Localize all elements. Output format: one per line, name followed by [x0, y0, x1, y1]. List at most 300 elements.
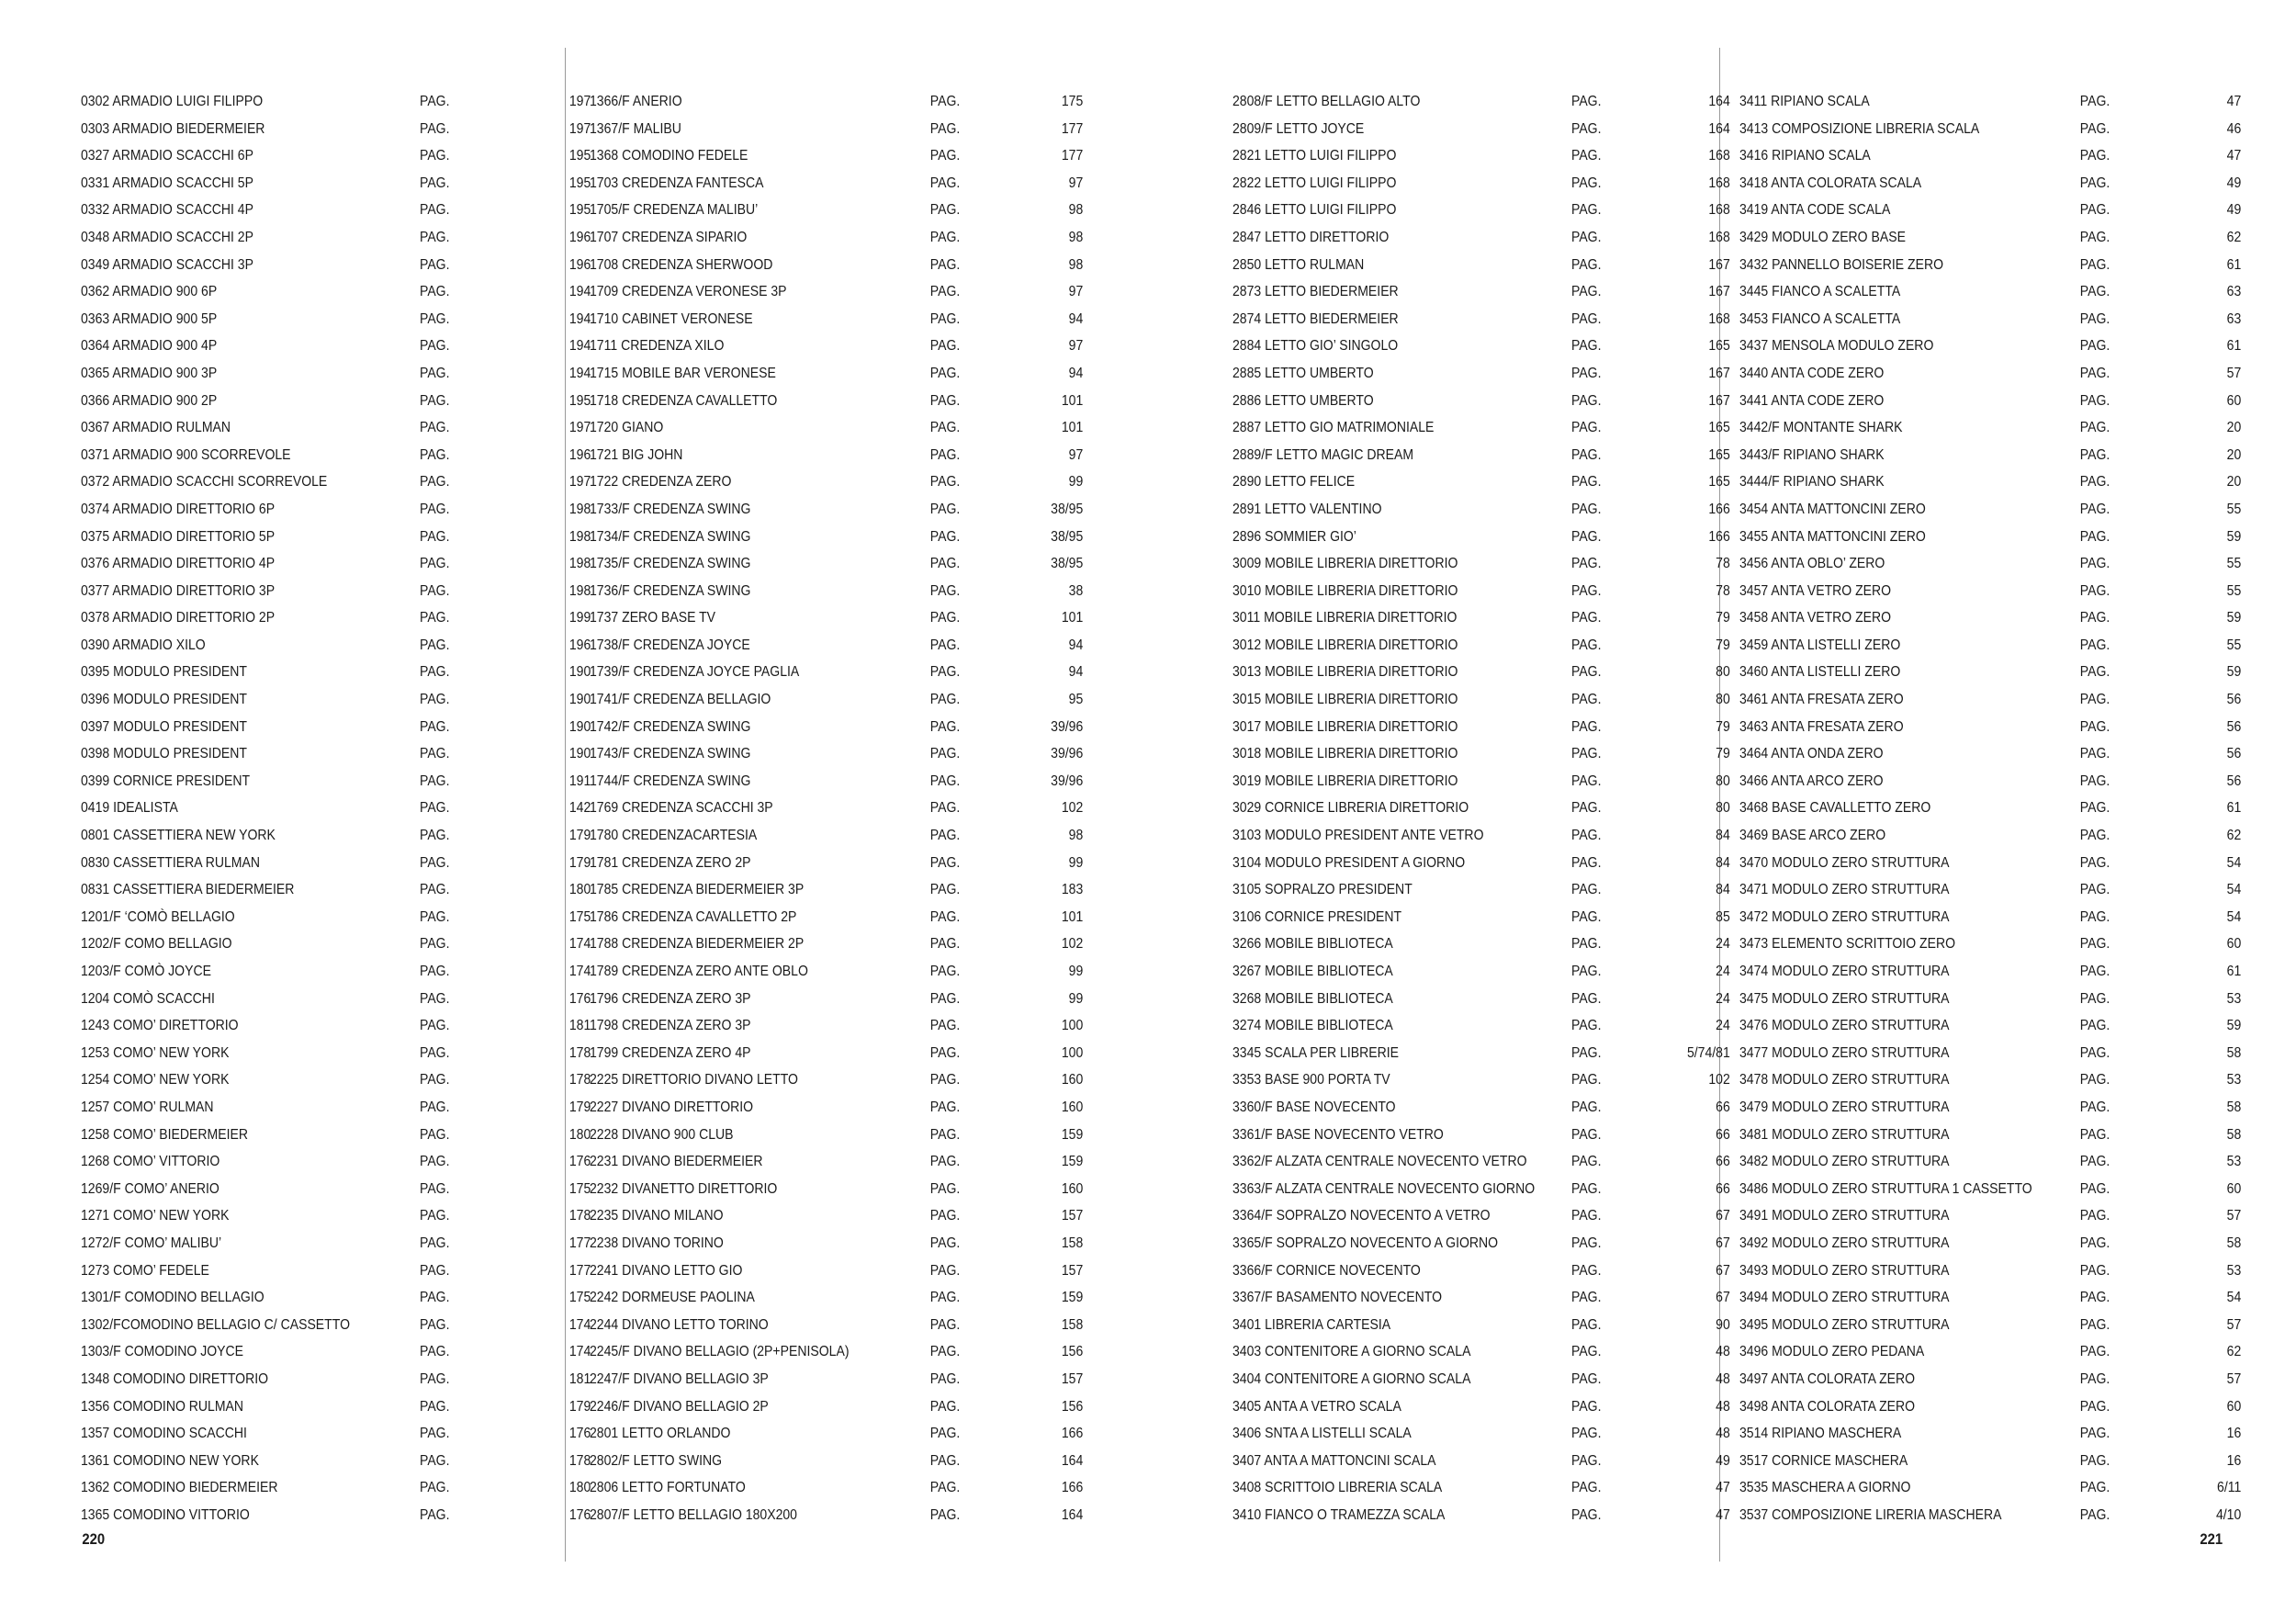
- entry-name: 1258 COMO’ BIEDERMEIER: [81, 1126, 248, 1143]
- pag-label: PAG.: [1571, 256, 1602, 273]
- page-ref: 16: [2226, 1452, 2242, 1469]
- page-ref: 156: [1061, 1398, 1084, 1415]
- pag-label: PAG.: [1571, 1480, 1602, 1496]
- pag-label: PAG.: [420, 474, 450, 491]
- entry-name: 2232 DIVANETTO DIRETTORIO: [590, 1180, 778, 1197]
- entry-name: 3106 CORNICE PRESIDENT: [1232, 908, 1402, 925]
- entry-name: 1303/F COMODINO JOYCE: [81, 1344, 244, 1360]
- entry-name: 1301/F COMODINO BELLAGIO: [81, 1290, 264, 1306]
- page-ref: 178: [568, 1452, 591, 1469]
- entry-name: 3477 MODULO ZERO STRUTTURA: [1739, 1044, 1950, 1061]
- entry-name: 3442/F MONTANTE SHARK: [1739, 420, 1903, 436]
- pag-label: PAG.: [2079, 1154, 2110, 1170]
- entry-name: 3466 ANTA ARCO ZERO: [1739, 773, 1884, 789]
- pag-label: PAG.: [929, 936, 961, 953]
- page-ref: 165: [1708, 338, 1730, 355]
- page-ref: 179: [568, 854, 591, 871]
- entry-name: 3401 LIBRERIA CARTESIA: [1232, 1316, 1391, 1333]
- page-ref: 94: [1068, 637, 1084, 653]
- entry-name: 1786 CREDENZA CAVALLETTO 2P: [590, 908, 797, 925]
- page-ref: 166: [1061, 1480, 1084, 1496]
- pag-label: PAG.: [420, 310, 450, 327]
- pag-label: PAG.: [929, 1044, 961, 1061]
- page-ref: 168: [1708, 202, 1730, 219]
- page-ref: 97: [1068, 446, 1084, 463]
- pag-label: PAG.: [420, 1452, 450, 1469]
- pag-label: PAG.: [929, 474, 961, 491]
- entry-name: 1741/F CREDENZA BELLAGIO: [590, 692, 771, 708]
- page-ref: 168: [1708, 175, 1730, 191]
- pag-label: PAG.: [929, 120, 961, 137]
- page-ref: 54: [2226, 1290, 2242, 1306]
- entry-name: 3445 FIANCO A SCALETTA: [1739, 284, 1901, 300]
- pag-label: PAG.: [2079, 1072, 2110, 1088]
- entry-name: 0830 CASSETTIERA RULMAN: [81, 854, 260, 871]
- pag-label: PAG.: [929, 446, 961, 463]
- entry-name: 1302/FCOMODINO BELLAGIO C/ CASSETTO: [81, 1316, 350, 1333]
- entry-name: 1720 GIANO: [590, 420, 664, 436]
- entry-name: 3441 ANTA CODE ZERO: [1739, 392, 1885, 409]
- pag-label: PAG.: [420, 1262, 450, 1279]
- page-ref: 98: [1068, 256, 1084, 273]
- pag-label: PAG.: [929, 1398, 961, 1415]
- entry-name: 3469 BASE ARCO ZERO: [1739, 828, 1886, 844]
- entry-name: 3453 FIANCO A SCALETTA: [1739, 310, 1901, 327]
- page-ref: 180: [568, 1480, 591, 1496]
- pag-label: PAG.: [420, 1506, 450, 1523]
- pag-label: PAG.: [2079, 256, 2110, 273]
- pag-label: PAG.: [2079, 908, 2110, 925]
- entry-name: 3367/F BASAMENTO NOVECENTO: [1232, 1290, 1443, 1306]
- page-ref: 159: [1061, 1154, 1084, 1170]
- entry-name: 0374 ARMADIO DIRETTORIO 6P: [81, 501, 276, 517]
- pag-label: PAG.: [2079, 692, 2110, 708]
- entry-name: 1739/F CREDENZA JOYCE PAGLIA: [590, 664, 800, 681]
- page-ref: 61: [2226, 964, 2242, 979]
- page-ref: 157: [1061, 1208, 1084, 1224]
- entry-name: 3029 CORNICE LIBRERIA DIRETTORIO: [1232, 800, 1469, 817]
- page-ref: 164: [1061, 1452, 1084, 1469]
- entry-name: 1243 COMO’ DIRETTORIO: [81, 1018, 239, 1034]
- entry-name: 3405 ANTA A VETRO SCALA: [1232, 1398, 1401, 1415]
- entry-name: 3535 MASCHERA A GIORNO: [1739, 1480, 1911, 1496]
- page-ref: 60: [2226, 1398, 2242, 1415]
- pag-label: PAG.: [420, 746, 450, 762]
- entry-name: 2847 LETTO DIRETTORIO: [1232, 229, 1390, 245]
- entry-name: 1204 COMÒ SCACCHI: [81, 990, 215, 1007]
- entry-name: 2821 LETTO LUIGI FILIPPO: [1232, 148, 1397, 164]
- entry-name: 1202/F COMO BELLAGIO: [81, 936, 232, 953]
- pag-label: PAG.: [2079, 1398, 2110, 1415]
- entry-name: 3493 MODULO ZERO STRUTTURA: [1739, 1262, 1950, 1279]
- page-ref: 79: [1716, 718, 1730, 735]
- pag-label: PAG.: [1571, 773, 1602, 789]
- entry-name: 1356 COMODINO RULMAN: [81, 1398, 244, 1415]
- page-ref: 58: [2226, 1235, 2242, 1251]
- page-ref: 197: [568, 120, 591, 137]
- pag-label: PAG.: [420, 854, 450, 871]
- pag-label: PAG.: [2079, 338, 2110, 355]
- pag-label: PAG.: [2079, 1290, 2110, 1306]
- pag-label: PAG.: [929, 1235, 961, 1251]
- pag-label: PAG.: [2079, 1370, 2110, 1387]
- entry-name: 0327 ARMADIO SCACCHI 6P: [81, 148, 253, 164]
- entry-name: 3470 MODULO ZERO STRUTTURA: [1739, 854, 1950, 871]
- entry-name: 1201/F ‘COMÒ BELLAGIO: [81, 908, 235, 925]
- pag-label: PAG.: [420, 1480, 450, 1496]
- pag-label: PAG.: [2079, 1480, 2110, 1496]
- page-ref: 66: [1716, 1099, 1730, 1115]
- entry-name: 0372 ARMADIO SCACCHI SCORREVOLE: [81, 474, 328, 491]
- page-ref: 49: [1716, 1452, 1730, 1469]
- pag-label: PAG.: [420, 718, 450, 735]
- page-ref: 174: [568, 1344, 591, 1360]
- entry-name: 3361/F BASE NOVECENTO VETRO: [1232, 1126, 1444, 1143]
- pag-label: PAG.: [420, 610, 450, 626]
- page-ref: 159: [1061, 1290, 1084, 1306]
- pag-label: PAG.: [420, 582, 450, 599]
- page-ref: 94: [1068, 365, 1084, 381]
- page-ref: 177: [568, 1262, 591, 1279]
- pag-label: PAG.: [2079, 990, 2110, 1007]
- pag-label: PAG.: [1571, 202, 1602, 219]
- entry-name: 3267 MOBILE BIBLIOTECA: [1232, 964, 1393, 979]
- page-ref: 97: [1068, 338, 1084, 355]
- pag-label: PAG.: [420, 284, 450, 300]
- entry-name: 3268 MOBILE BIBLIOTECA: [1232, 990, 1393, 1007]
- page-ref: 85: [1716, 908, 1730, 925]
- pag-label: PAG.: [1571, 1072, 1602, 1088]
- entry-name: 3472 MODULO ZERO STRUTTURA: [1739, 908, 1950, 925]
- page-ref: 175: [568, 1290, 591, 1306]
- entry-name: 0364 ARMADIO 900 4P: [81, 338, 218, 355]
- page-ref: 100: [1061, 1018, 1084, 1034]
- page-ref: 158: [1061, 1316, 1084, 1333]
- entry-name: 0331 ARMADIO SCACCHI 5P: [81, 175, 253, 191]
- pag-label: PAG.: [929, 1126, 961, 1143]
- page-ref: 196: [568, 637, 591, 653]
- page-ref: 175: [568, 908, 591, 925]
- page-ref: 101: [1061, 908, 1084, 925]
- pag-label: PAG.: [1571, 1126, 1602, 1143]
- entry-name: 0303 ARMADIO BIEDERMEIER: [81, 120, 265, 137]
- pag-label: PAG.: [2079, 446, 2110, 463]
- pag-label: PAG.: [2079, 1018, 2110, 1034]
- pag-label: PAG.: [2079, 202, 2110, 219]
- pag-label: PAG.: [420, 120, 450, 137]
- page-ref: 181: [568, 1370, 591, 1387]
- page-ref: 47: [1716, 1506, 1730, 1523]
- pag-label: PAG.: [1571, 746, 1602, 762]
- entry-name: 3475 MODULO ZERO STRUTTURA: [1739, 990, 1950, 1007]
- pag-label: PAG.: [929, 1099, 961, 1115]
- entry-name: 1273 COMO’ FEDELE: [81, 1262, 209, 1279]
- pag-label: PAG.: [929, 148, 961, 164]
- page-ref: 57: [2226, 365, 2242, 381]
- page-ref: 39/96: [1051, 718, 1084, 735]
- page-ref: 178: [568, 1208, 591, 1224]
- entry-name: 3491 MODULO ZERO STRUTTURA: [1739, 1208, 1950, 1224]
- page-ref: 197: [568, 474, 591, 491]
- entry-name: 1365 COMODINO VITTORIO: [81, 1506, 250, 1523]
- pag-label: PAG.: [929, 746, 961, 762]
- page-ref: 195: [568, 148, 591, 164]
- entry-name: 2246/F DIVANO BELLAGIO 2P: [590, 1398, 769, 1415]
- entry-name: 3366/F CORNICE NOVECENTO: [1232, 1262, 1421, 1279]
- entry-name: 3443/F RIPIANO SHARK: [1739, 446, 1885, 463]
- page-ref: 180: [568, 1126, 591, 1143]
- page-ref: 195: [568, 392, 591, 409]
- entry-name: 1789 CREDENZA ZERO ANTE OBLO: [590, 964, 808, 979]
- page-ref: 63: [2226, 310, 2242, 327]
- page-ref: 20: [2226, 474, 2242, 491]
- pag-label: PAG.: [420, 637, 450, 653]
- page-ref: 46: [2226, 120, 2242, 137]
- pag-label: PAG.: [929, 1370, 961, 1387]
- pag-label: PAG.: [2079, 854, 2110, 871]
- entry-name: 2238 DIVANO TORINO: [590, 1235, 724, 1251]
- entry-name: 3413 COMPOSIZIONE LIBRERIA SCALA: [1739, 120, 1980, 137]
- page-ref: 49: [2226, 175, 2242, 191]
- entry-name: 1737 ZERO BASE TV: [590, 610, 716, 626]
- page-ref: 84: [1716, 828, 1730, 844]
- page-ref: 67: [1716, 1262, 1730, 1279]
- pag-label: PAG.: [420, 1072, 450, 1088]
- page-ref: 190: [568, 664, 591, 681]
- entry-name: 1796 CREDENZA ZERO 3P: [590, 990, 751, 1007]
- pag-label: PAG.: [1571, 1316, 1602, 1333]
- entry-name: 3012 MOBILE LIBRERIA DIRETTORIO: [1232, 637, 1458, 653]
- page-ref: 101: [1061, 420, 1084, 436]
- entry-name: 1715 MOBILE BAR VERONESE: [590, 365, 776, 381]
- entry-name: 3459 ANTA LISTELLI ZERO: [1739, 637, 1901, 653]
- entry-name: 3410 FIANCO O TRAMEZZA SCALA: [1232, 1506, 1446, 1523]
- entry-name: 2889/F LETTO MAGIC DREAM: [1232, 446, 1414, 463]
- entry-name: 3476 MODULO ZERO STRUTTURA: [1739, 1018, 1950, 1034]
- pag-label: PAG.: [1571, 94, 1602, 109]
- pag-label: PAG.: [420, 1018, 450, 1034]
- entry-name: 3013 MOBILE LIBRERIA DIRETTORIO: [1232, 664, 1458, 681]
- pag-label: PAG.: [420, 148, 450, 164]
- entry-name: 2801 LETTO ORLANDO: [590, 1426, 731, 1442]
- page-ref: 53: [2226, 1262, 2242, 1279]
- pag-label: PAG.: [929, 1344, 961, 1360]
- page-ref: 56: [2226, 692, 2242, 708]
- page-ref: 58: [2226, 1044, 2242, 1061]
- pag-label: PAG.: [2079, 582, 2110, 599]
- entry-name: 1362 COMODINO BIEDERMEIER: [81, 1480, 278, 1496]
- entry-name: 1722 CREDENZA ZERO: [590, 474, 732, 491]
- entry-name: 0399 CORNICE PRESIDENT: [81, 773, 251, 789]
- entry-name: 0801 CASSETTIERA NEW YORK: [81, 828, 276, 844]
- page-ref: 178: [568, 1044, 591, 1061]
- entry-name: 2807/F LETTO BELLAGIO 180X200: [590, 1506, 797, 1523]
- entry-name: 0348 ARMADIO SCACCHI 2P: [81, 229, 253, 245]
- page-ref: 54: [2226, 854, 2242, 871]
- entry-name: 0349 ARMADIO SCACCHI 3P: [81, 256, 253, 273]
- pag-label: PAG.: [1571, 882, 1602, 898]
- page-ref: 177: [1061, 120, 1084, 137]
- entry-name: 1780 CREDENZACARTESIA: [590, 828, 758, 844]
- entry-name: 3468 BASE CAVALLETTO ZERO: [1739, 800, 1931, 817]
- page-ref: 62: [2226, 229, 2242, 245]
- entry-name: 3103 MODULO PRESIDENT ANTE VETRO: [1232, 828, 1484, 844]
- entry-name: 3444/F RIPIANO SHARK: [1739, 474, 1885, 491]
- page-ref: 164: [1708, 94, 1730, 109]
- page-ref: 48: [1716, 1344, 1730, 1360]
- pag-label: PAG.: [1571, 582, 1602, 599]
- entry-name: 3464 ANTA ONDA ZERO: [1739, 746, 1884, 762]
- pag-label: PAG.: [420, 882, 450, 898]
- page-ref: 156: [1061, 1344, 1084, 1360]
- entry-name: 3010 MOBILE LIBRERIA DIRETTORIO: [1232, 582, 1458, 599]
- pag-label: PAG.: [1571, 1208, 1602, 1224]
- pag-label: PAG.: [929, 1018, 961, 1034]
- entry-name: 3517 CORNICE MASCHERA: [1739, 1452, 1908, 1469]
- entry-name: 2235 DIVANO MILANO: [590, 1208, 724, 1224]
- entry-name: 3456 ANTA OBLO’ ZERO: [1739, 556, 1885, 572]
- entry-name: 3418 ANTA COLORATA SCALA: [1739, 175, 1922, 191]
- page-ref: 48: [1716, 1398, 1730, 1415]
- entry-name: 3404 CONTENITORE A GIORNO SCALA: [1232, 1370, 1471, 1387]
- page-ref: 78: [1716, 556, 1730, 572]
- page-ref: 60: [2226, 1180, 2242, 1197]
- page-ref: 198: [568, 528, 591, 545]
- pag-label: PAG.: [2079, 310, 2110, 327]
- entry-name: 1742/F CREDENZA SWING: [590, 718, 751, 735]
- pag-label: PAG.: [1571, 1235, 1602, 1251]
- pag-label: PAG.: [420, 936, 450, 953]
- page-ref: 38/95: [1051, 556, 1084, 572]
- pag-label: PAG.: [420, 446, 450, 463]
- pag-label: PAG.: [2079, 637, 2110, 653]
- entry-name: 3473 ELEMENTO SCRITTOIO ZERO: [1739, 936, 1956, 953]
- page-ref: 84: [1716, 854, 1730, 871]
- pag-label: PAG.: [1571, 610, 1602, 626]
- entry-name: 2247/F DIVANO BELLAGIO 3P: [590, 1370, 769, 1387]
- pag-label: PAG.: [2079, 365, 2110, 381]
- pag-label: PAG.: [420, 908, 450, 925]
- pag-label: PAG.: [929, 310, 961, 327]
- pag-label: PAG.: [929, 637, 961, 653]
- entry-name: 0396 MODULO PRESIDENT: [81, 692, 247, 708]
- entry-name: 1366/F ANERIO: [590, 94, 682, 109]
- pag-label: PAG.: [420, 1099, 450, 1115]
- page-ref: 84: [1716, 882, 1730, 898]
- pag-label: PAG.: [420, 1208, 450, 1224]
- entry-name: 2242 DORMEUSE PAOLINA: [590, 1290, 755, 1306]
- page-ref: 197: [568, 420, 591, 436]
- page-ref: 168: [1708, 310, 1730, 327]
- entry-name: 2887 LETTO GIO MATRIMONIALE: [1232, 420, 1435, 436]
- page-ref: 49: [2226, 202, 2242, 219]
- entry-name: 2874 LETTO BIEDERMEIER: [1232, 310, 1399, 327]
- entry-name: 3474 MODULO ZERO STRUTTURA: [1739, 964, 1950, 979]
- pag-label: PAG.: [929, 692, 961, 708]
- entry-name: 1734/F CREDENZA SWING: [590, 528, 751, 545]
- page-ref: 55: [2226, 501, 2242, 517]
- entry-name: 0367 ARMADIO RULMAN: [81, 420, 231, 436]
- pag-label: PAG.: [420, 1398, 450, 1415]
- pag-label: PAG.: [2079, 474, 2110, 491]
- pag-label: PAG.: [1571, 664, 1602, 681]
- pag-label: PAG.: [2079, 1126, 2110, 1143]
- pag-label: PAG.: [929, 284, 961, 300]
- pag-label: PAG.: [929, 1426, 961, 1442]
- entry-name: 3479 MODULO ZERO STRUTTURA: [1739, 1099, 1950, 1115]
- page-ref: 58: [2226, 1126, 2242, 1143]
- entry-name: 3514 RIPIANO MASCHERA: [1739, 1426, 1902, 1442]
- page-ref: 58: [2226, 1099, 2242, 1115]
- page-ref: 66: [1716, 1126, 1730, 1143]
- pag-label: PAG.: [2079, 800, 2110, 817]
- page-ref: 102: [1061, 936, 1084, 953]
- entry-name: 3365/F SOPRALZO NOVECENTO A GIORNO: [1232, 1235, 1499, 1251]
- entry-name: 2896 SOMMIER GIO’: [1232, 528, 1356, 545]
- entry-name: 0419 IDEALISTA: [81, 800, 178, 817]
- entry-name: 3455 ANTA MATTONCINI ZERO: [1739, 528, 1926, 545]
- page-ref: 195: [568, 175, 591, 191]
- pag-label: PAG.: [1571, 474, 1602, 491]
- pag-label: PAG.: [929, 882, 961, 898]
- page-ref: 59: [2226, 1018, 2242, 1034]
- pag-label: PAG.: [1571, 528, 1602, 545]
- page-number-left: 220: [82, 1531, 106, 1548]
- entry-name: 3471 MODULO ZERO STRUTTURA: [1739, 882, 1950, 898]
- page-ref: 79: [1716, 746, 1730, 762]
- entry-name: 2891 LETTO VALENTINO: [1232, 501, 1382, 517]
- page-ref: 94: [1068, 310, 1084, 327]
- entry-name: 1708 CREDENZA SHERWOOD: [590, 256, 773, 273]
- page-ref: 20: [2226, 446, 2242, 463]
- entry-name: 3416 RIPIANO SCALA: [1739, 148, 1871, 164]
- entry-name: 1785 CREDENZA BIEDERMEIER 3P: [590, 882, 805, 898]
- page-ref: 39/96: [1051, 746, 1084, 762]
- page-ref: 174: [568, 936, 591, 953]
- page-ref: 38/95: [1051, 528, 1084, 545]
- page-ref: 59: [2226, 610, 2242, 626]
- entry-name: 1709 CREDENZA VERONESE 3P: [590, 284, 787, 300]
- entry-name: 2886 LETTO UMBERTO: [1232, 392, 1374, 409]
- entry-name: 0366 ARMADIO 900 2P: [81, 392, 218, 409]
- entry-name: 1733/F CREDENZA SWING: [590, 501, 751, 517]
- pag-label: PAG.: [420, 828, 450, 844]
- pag-label: PAG.: [1571, 175, 1602, 191]
- entry-name: 3403 CONTENITORE A GIORNO SCALA: [1232, 1344, 1471, 1360]
- entry-name: 3437 MENSOLA MODULO ZERO: [1739, 338, 1934, 355]
- pag-label: PAG.: [420, 229, 450, 245]
- page-ref: 98: [1068, 828, 1084, 844]
- pag-label: PAG.: [420, 800, 450, 817]
- pag-label: PAG.: [1571, 800, 1602, 817]
- page-ref: 80: [1716, 800, 1730, 817]
- entry-name: 1269/F COMO’ ANERIO: [81, 1180, 219, 1197]
- pag-label: PAG.: [420, 664, 450, 681]
- pag-label: PAG.: [1571, 718, 1602, 735]
- page-ref: 190: [568, 692, 591, 708]
- entry-name: 3009 MOBILE LIBRERIA DIRETTORIO: [1232, 556, 1458, 572]
- page-ref: 80: [1716, 692, 1730, 708]
- pag-label: PAG.: [2079, 1262, 2110, 1279]
- page-ref: 59: [2226, 528, 2242, 545]
- page-ref: 196: [568, 256, 591, 273]
- page-ref: 198: [568, 501, 591, 517]
- page-ref: 190: [568, 746, 591, 762]
- entry-name: 1798 CREDENZA ZERO 3P: [590, 1018, 751, 1034]
- page-ref: 174: [568, 1316, 591, 1333]
- page-ref: 56: [2226, 746, 2242, 762]
- page-ref: 160: [1061, 1072, 1084, 1088]
